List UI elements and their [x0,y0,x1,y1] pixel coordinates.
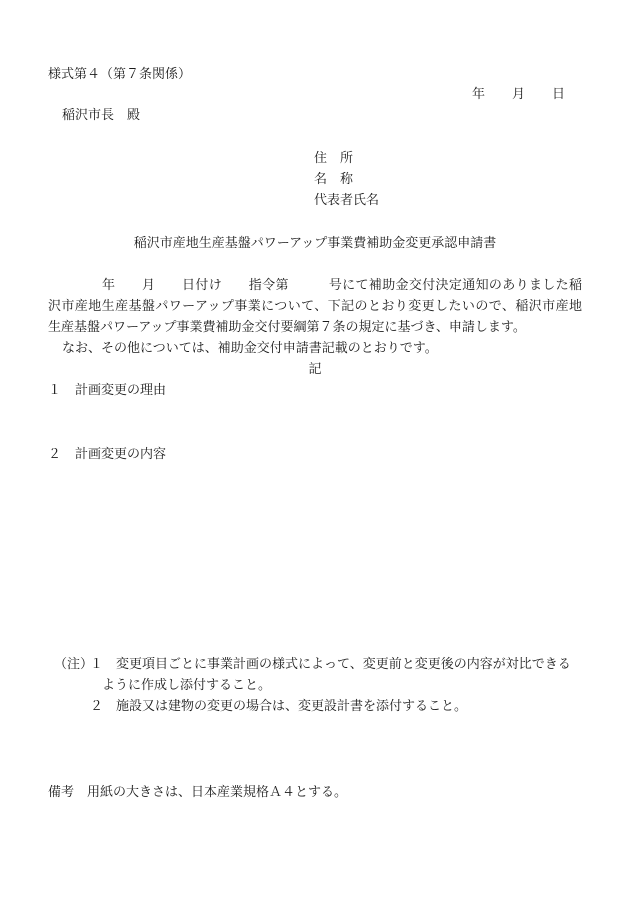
note-1-number: １ [90,657,104,672]
body-line-4: なお、その他については、補助金交付申請書記載のとおりです。 [62,341,438,356]
note-2-text: 施設又は建物の変更の場合は、変更設計書を添付すること。 [116,699,468,714]
note-2-number: ２ [90,699,104,714]
body-line-3: 生産基盤パワーアップ事業費補助金交付要綱第７条の規定に基づき、申請します。 [48,320,526,335]
date-day: 日 [552,87,566,102]
body-line-1: 年 月 日付け 指令第 号にて補助金交付決定通知のありました稲 [102,278,582,293]
item-2-number: ２ [48,447,62,462]
body-line-2: 沢市産地生産基盤パワーアップ事業について、下記のとおり変更したいので、稲沢市産地 [48,299,582,314]
note-1-line-2: ように作成し添付すること。 [102,678,272,693]
item-1-label: 計画変更の理由 [75,383,167,398]
date-month: 月 [512,87,526,102]
date-year: 年 [472,87,486,102]
item-2-label: 計画変更の内容 [75,447,167,462]
notes-prefix: （注） [54,657,94,672]
representative-label: 代表者氏名 [314,193,380,208]
name-label: 名 称 [314,172,354,187]
item-1-number: １ [48,383,62,398]
document-title: 稲沢市産地生産基盤パワーアップ事業費補助金変更承認申請書 [133,236,497,251]
remarks: 備考 用紙の大きさは、日本産業規格Ａ４とする。 [48,785,348,800]
note-1-line-1: 変更項目ごとに事業計画の様式によって、変更前と変更後の内容が対比できる [116,657,571,672]
ki-heading: 記 [308,362,322,377]
addressee: 稲沢市長 殿 [62,108,141,123]
form-number: 様式第４（第７条関係） [48,67,192,82]
address-label: 住 所 [314,151,354,166]
